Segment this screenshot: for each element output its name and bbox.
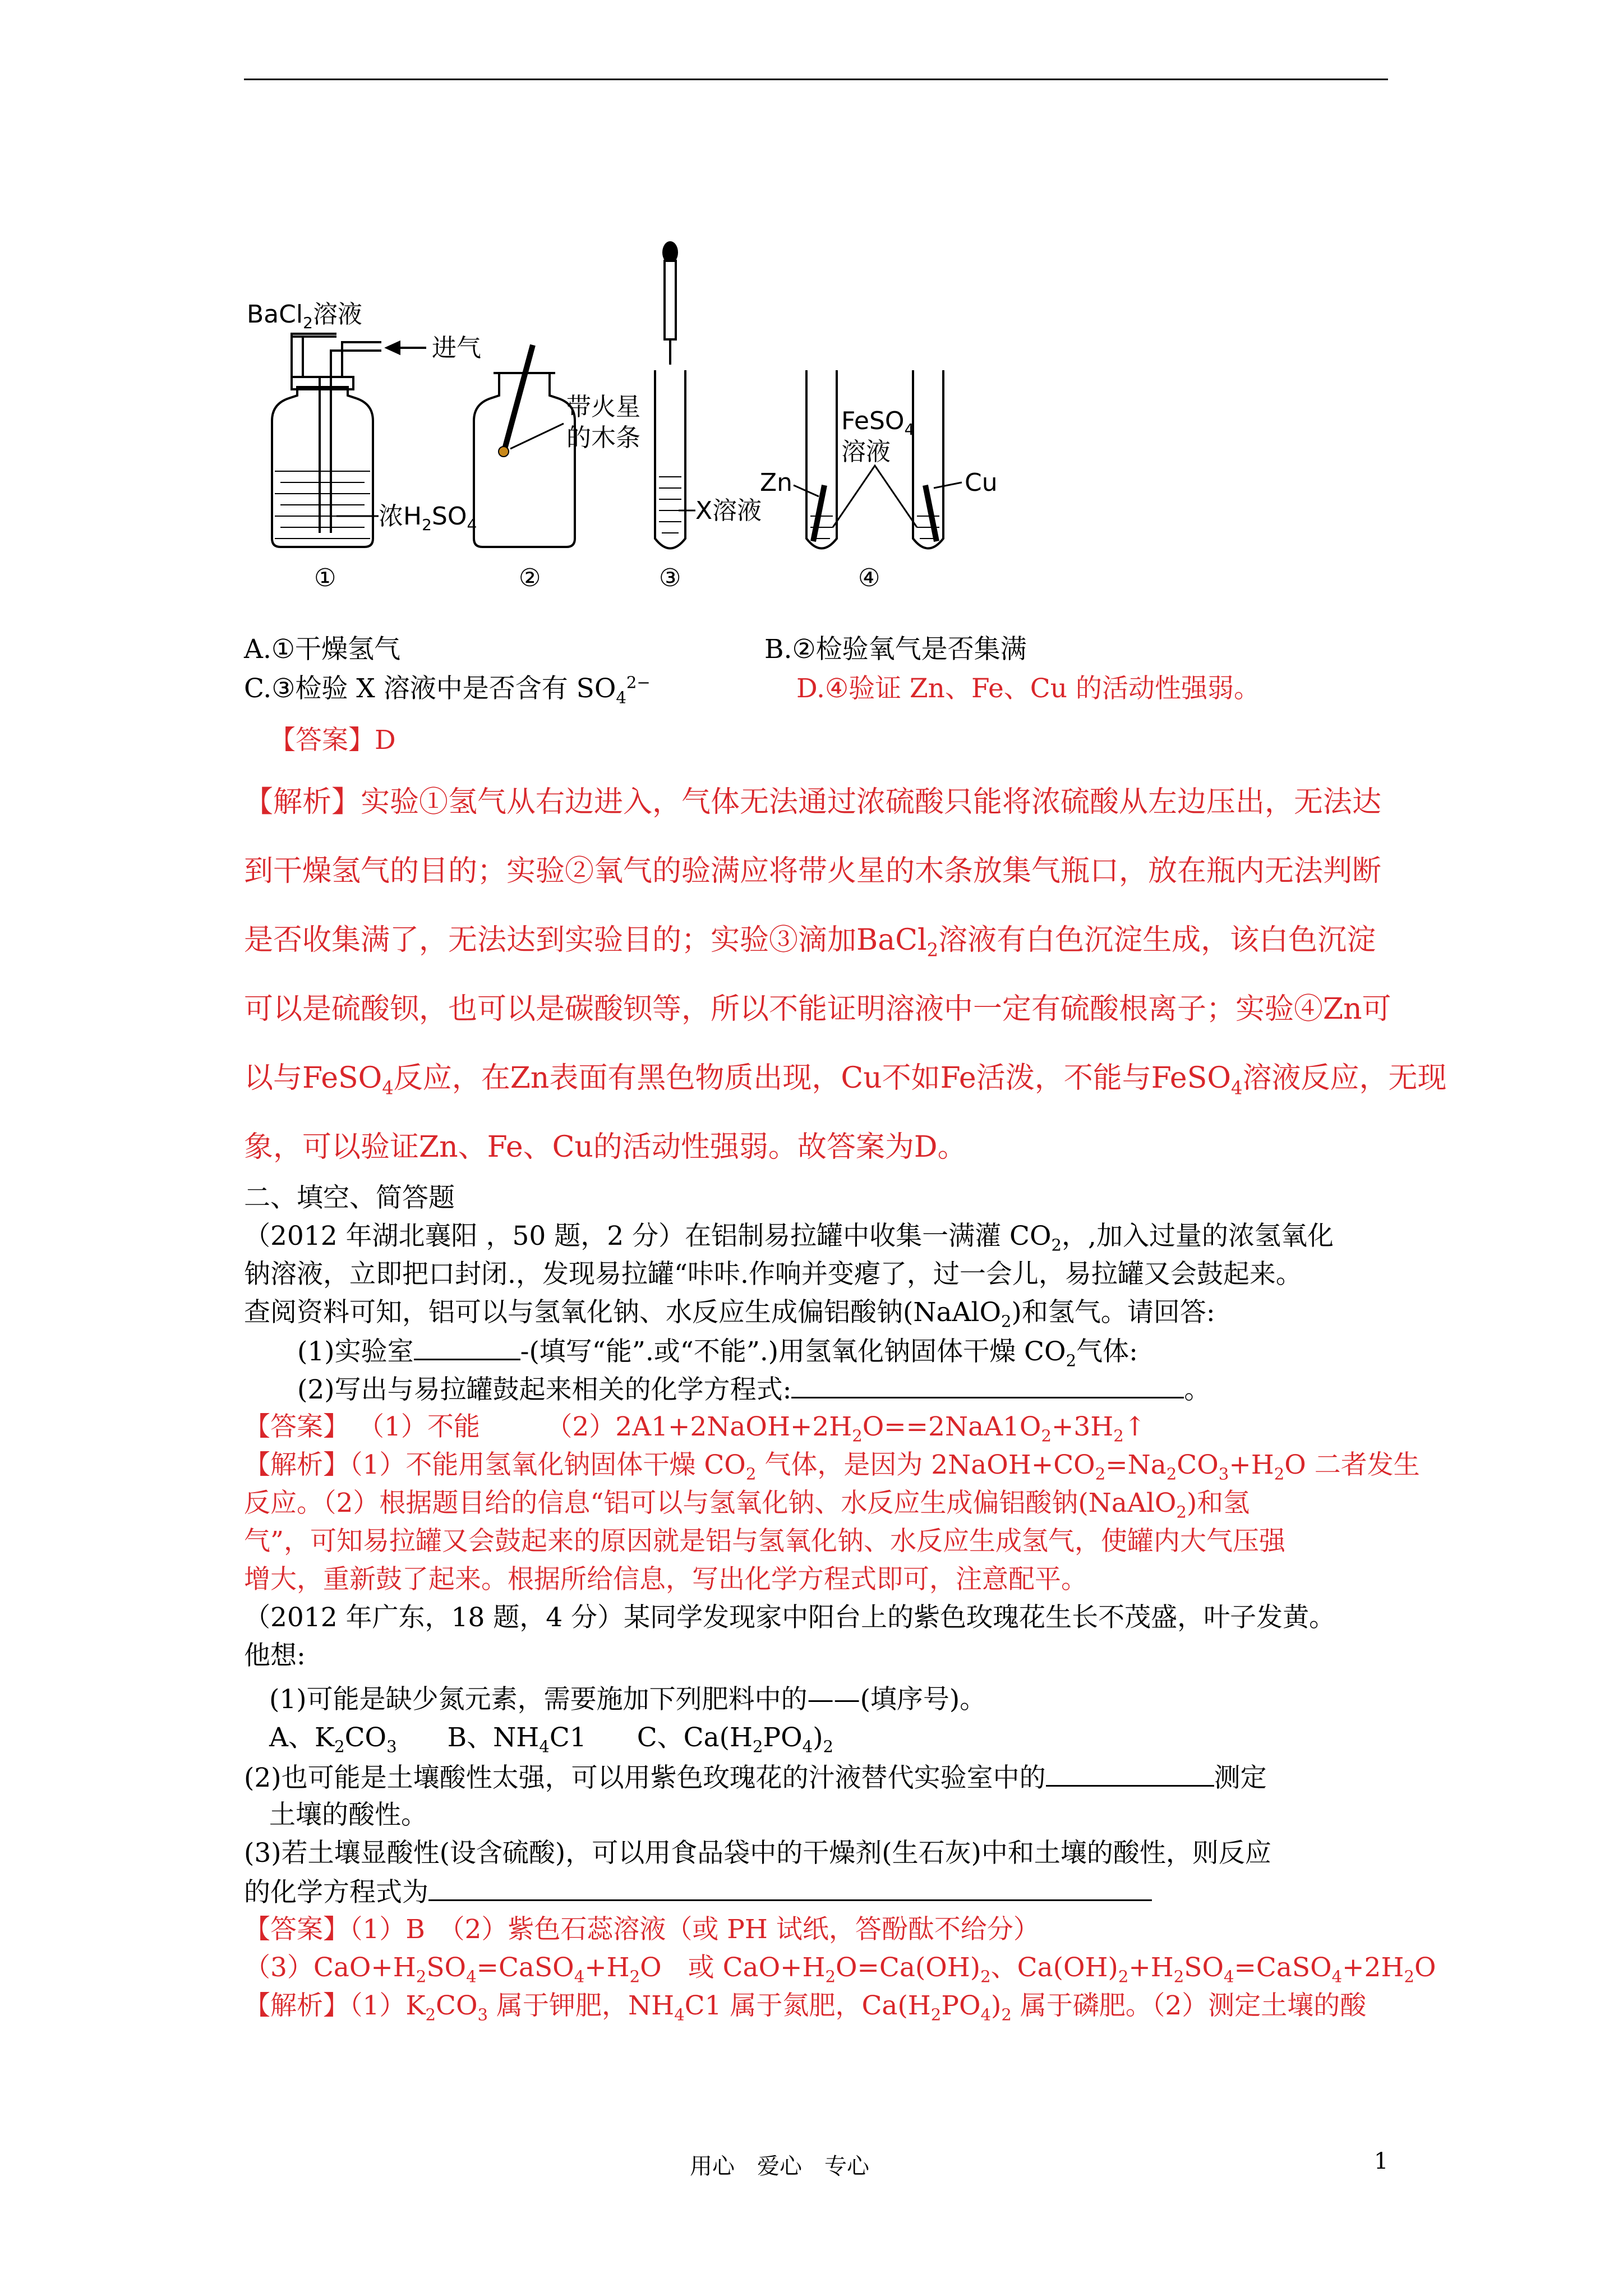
q3-blank-3[interactable] [428, 1875, 1152, 1901]
q2-analysis-4: 增大，重新鼓了起来。根据所给信息，写出化学方程式即可，注意配平。 [244, 1564, 1087, 1595]
dropper [662, 241, 678, 365]
q1-analysis-5: 以与FeSO$_4$反应，在Zn表面有黑色物质出现，Cu不如Fe活泼，不能与FeSO$_4$溶液反应，无现 [244, 1061, 1447, 1099]
option-a: A.①干燥氢气 [244, 634, 401, 665]
q1-analysis-4: 可以是硫酸钡，也可以是碳酸钡等，所以不能证明溶液中一定有硫酸根离子；实验④Zn可 [244, 992, 1391, 1026]
q2-answer: 【答案】 （1）不能 $(2)2A1+2NaOH+2H_2O==2NaA1O_2+3H_2↑$ [244, 1411, 1146, 1446]
splint-label-2: 的木条 [566, 424, 640, 452]
q2-analysis-1: 【解析】（1）不能用氢氧化钠固体干燥 $CO_2$ 气体，是因为 $2NaOH+CO_2=Na_2CO_3+H_2O$ 二者发生 [244, 1450, 1420, 1484]
q2-analysis-3: 气”，可知易拉罐又会鼓起来的原因就是铝与氢氧化钠、水反应生成氢气，使罐内大气压强 [244, 1526, 1286, 1557]
gas-collecting-bottle [474, 373, 575, 547]
conc-acid-label: 浓$H_2SO_4$ [379, 502, 477, 534]
q3-part-2: (2)也可能是土壤酸性太强，可以用紫色玫瑰花的汁液替代实验室中的 测定 [244, 1760, 1391, 1795]
label-num-3: ③ [659, 564, 681, 592]
test-tube-4-left [806, 370, 837, 549]
zn-strip [813, 485, 824, 541]
q3-answer-1: 【答案】（1）B （2）紫色石蕊溶液（或 PH 试纸，答酚酞不给分） [244, 1914, 1040, 1945]
q3-part-2-cont: 土壤的酸性。 [269, 1800, 427, 1830]
feso4-label-2: 溶液 [841, 438, 891, 466]
x-solution-label: X溶液 [695, 496, 762, 525]
feso4-label-1: FeSO$_4$ [841, 407, 915, 439]
q3-stem-2: 他想: [244, 1640, 306, 1671]
q3-blank-2[interactable] [1046, 1760, 1214, 1787]
test-tube-4-right [913, 370, 943, 549]
q2-stem-3: 查阅资料可知，铝可以与氢氧化钠、水反应生成偏铝酸钠(NaAlO$_2$)和氢气。请回答: [244, 1297, 1215, 1331]
q2-analysis-2: 反应。（2）根据题目给的信息“铝可以与氢氧化钠、水反应生成偏铝酸钠(NaAlO$_2$)和氢 [244, 1488, 1250, 1522]
q2-blank-1[interactable] [414, 1334, 520, 1360]
q3-analysis: 【解析】$(1)K_2CO_3$ 属于钾肥，$NH_4C1$ 属于氮肥，$Ca(H_2PO_4)_2$ 属于磷肥。（2）测定土壤的酸 [244, 1990, 1367, 2024]
splint-label-1: 带火星 [566, 393, 640, 421]
label-num-2: ② [519, 564, 541, 592]
footer-motto: 用心 爱心 专心 [690, 2154, 869, 2179]
gas-washing-bottle [272, 334, 381, 547]
q1-analysis-3: 是否收集满了，无法达到实验目的；实验③滴加BaCl$_2$溶液有白色沉淀生成，该白色沉淀 [244, 923, 1376, 961]
q1-analysis-1: 【解析】实验①氢气从右边进入，气体无法通过浓硫酸只能将浓硫酸从左边压出，无法达 [244, 785, 1382, 819]
inlet-label: 进气 [432, 334, 481, 362]
q2-blank-2[interactable] [791, 1372, 1184, 1398]
label-num-1: ① [314, 564, 336, 592]
cu-label: Cu [965, 468, 998, 497]
q3-answer-2: $(3)CaO+H_2SO_4=CaSO_4+H_2O$ 或 $CaO+H_2O=Ca(OH)_2$、$Ca(OH)_2+H_2SO_4=CaSO_4+2H_2O$ [244, 1952, 1436, 1986]
q2-stem-2: 钠溶液，立即把口封闭.，发现易拉罐“咔咔.作响并变瘪了，过一会儿，易拉罐又会鼓起来。 [244, 1259, 1302, 1290]
option-b: B.②检验氧气是否集满 [764, 634, 1027, 665]
q3-stem-1: （2012 年广东，18 题，4 分）某同学发现家中阳台上的紫色玫瑰花生长不茂盛，叶子发黄。 [244, 1602, 1336, 1633]
option-d: D.④验证 Zn、Fe、Cu 的活动性强弱。 [796, 673, 1260, 704]
label-num-4: ④ [858, 564, 880, 592]
q1-analysis-2: 到干燥氢气的目的；实验②氧气的验满应将带火星的木条放集气瓶口，放在瓶内无法判断 [244, 854, 1382, 888]
header-rule [244, 79, 1388, 80]
q3-options: A、$K_2CO_3$ B、$NH_4C1$ C、$Ca(H_2PO_4)_2$ [269, 1722, 834, 1756]
q2-stem-1: （2012 年湖北襄阳 ，50 题，2 分）在铝制易拉罐中收集一满灌 $CO_2$，,加入过量的浓氢氧化 [244, 1221, 1334, 1255]
bacl2-label: BaCl$_2$溶液 [247, 300, 362, 332]
zn-label: Zn [760, 468, 793, 497]
q1-answer: 【答案】D [269, 725, 396, 756]
q2-part-1: (1)实验室 -(填写“能”.或“不能”.)用氢氧化钠固体干燥 $CO_2$气体: [297, 1334, 1444, 1369]
cu-strip [925, 485, 937, 541]
q2-part-2: (2)写出与易拉罐鼓起来相关的化学方程式: 。 [297, 1372, 1444, 1407]
section-2-heading: 二、填空、简答题 [244, 1182, 455, 1213]
option-c: C.③检验 X 溶液中是否含有 $SO_4^{2-}$ [244, 673, 651, 707]
q3-part-3: (3)若土壤显酸性(设含硫酸)，可以用食品袋中的干燥剂(生石灰)中和土壤的酸性，则反应 [244, 1838, 1271, 1869]
q3-part-1: (1)可能是缺少氮元素，需要施加下列肥料中的——(填序号)。 [269, 1684, 986, 1715]
experiment-figure [247, 236, 1043, 595]
page-number: 1 [1374, 2148, 1389, 2174]
q1-analysis-6: 象，可以验证Zn、Fe、Cu的活动性强弱。故答案为D。 [244, 1130, 967, 1164]
q3-part-3-cont: 的化学方程式为 [244, 1875, 1391, 1910]
liquid-hatch-1 [275, 471, 370, 539]
inlet-arrow [387, 342, 426, 353]
